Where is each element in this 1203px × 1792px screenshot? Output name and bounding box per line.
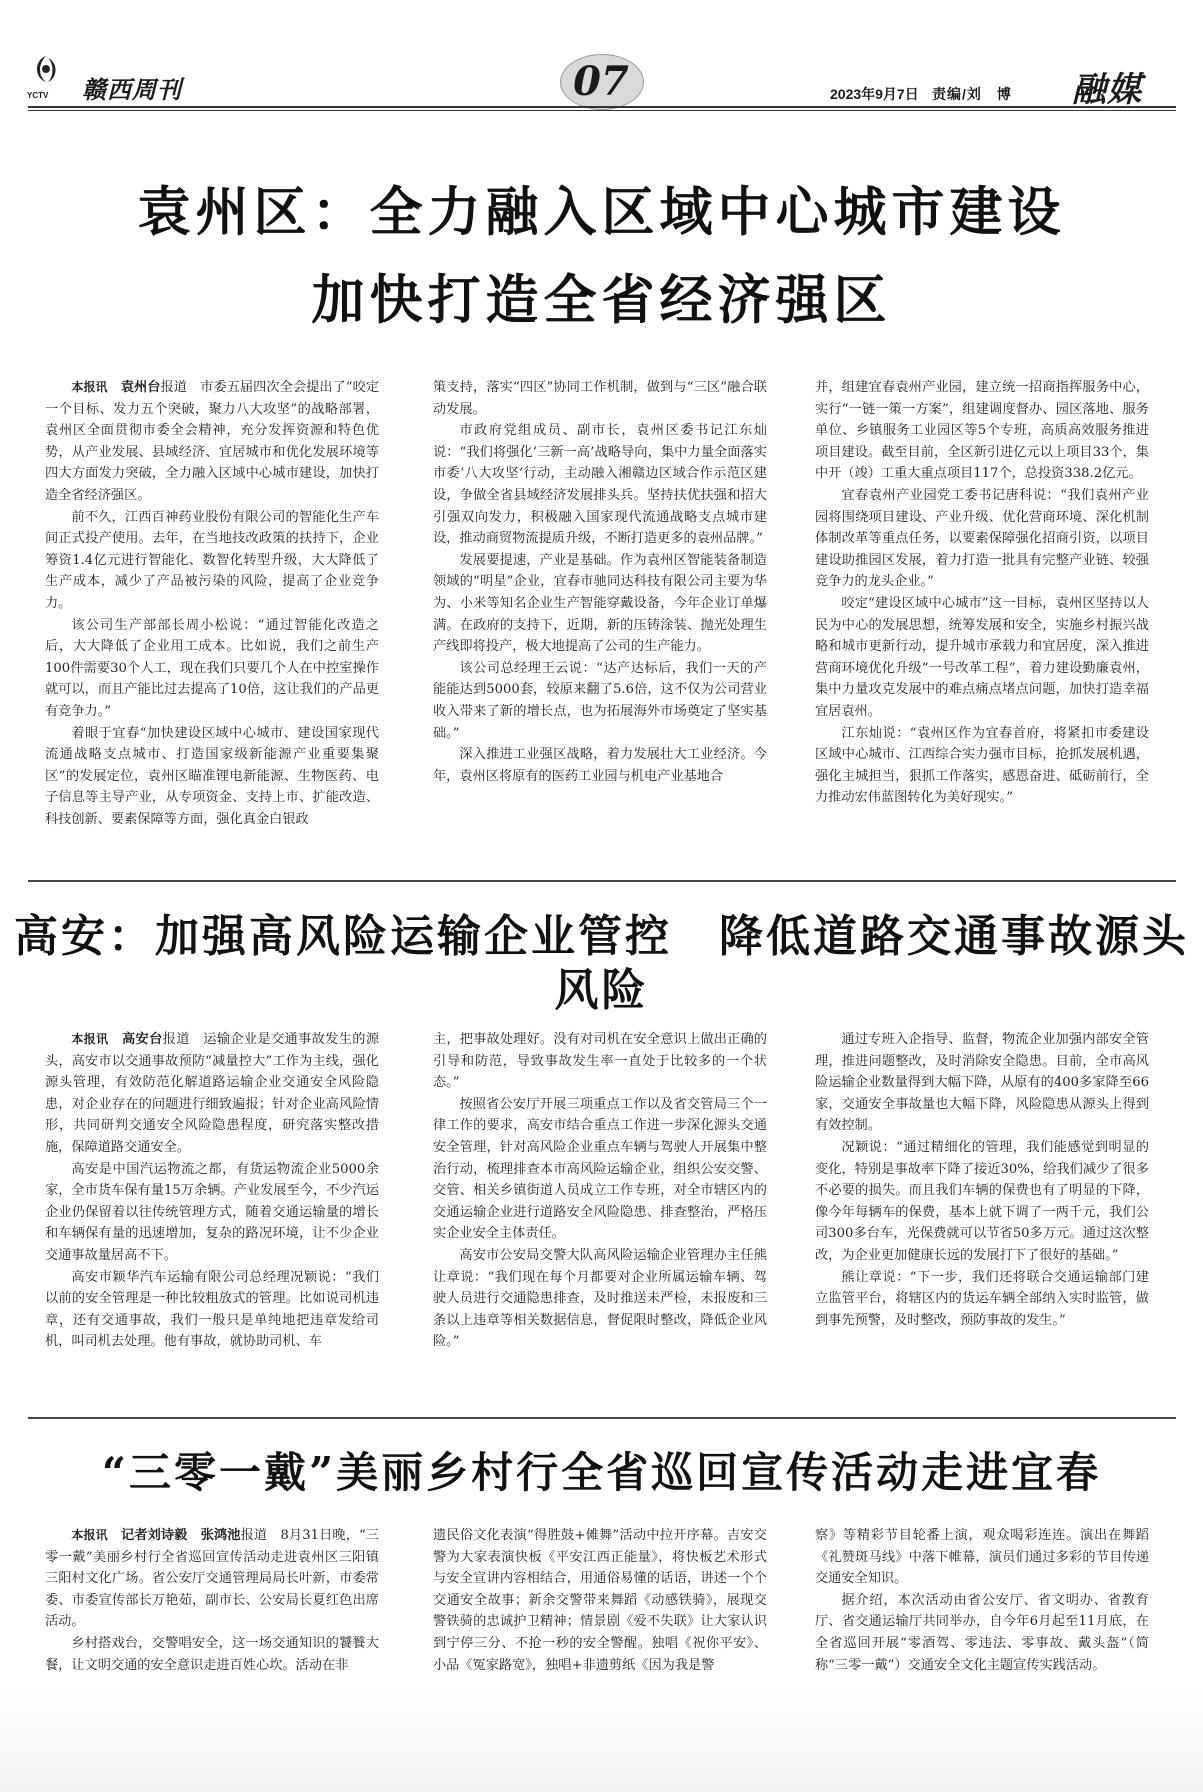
paragraph: 着眼于宜春“加快建设区域中心城市、建设国家现代流通战略支点城市、打造国家级新能源产业重要集聚区”的发展定位，袁州区瞄准锂电新能源、生物医药、电子信息等主导产业，从专项资金、支持上市、扩能改造、科技创新、要素保障等方面，强化真金白银政 [45,725,379,827]
paragraph: 并，组建宜春袁州产业园，建立统一招商指挥服务中心，实行“一链一策一方案”，组建调度督办、园区落地、服务单位、乡镇服务工业园区等5个专班，高质高效服务推进项目建设。截至目前，全区新引进亿元以上项目33个，集中开（竣）工重大重点项目117个，总投资338.2亿元。 [815,380,1149,482]
paragraph: 主，把事故处理好。没有对司机在安全意识上做出正确的引导和防范，导致事故发生率一直处于比较多的一个状态。” [433,1032,767,1091]
article2-headline: 高安：加强高风险运输企业管控 降低道路交通事故源头风险 [14,911,1189,1016]
paragraph: 报道 8月31日晚，“三零一戴”美丽乡村行全省巡回宣传活动走进袁州区三阳镇三阳村文化广场。省公安厅交通管理局局长叶新，市委常委、市委宣传部长万艳茹，副市长、公安局长夏红色出席活动。 [45,1528,379,1630]
paragraph: 乡村搭戏台，交警唱安全，这一场交通知识的饕餮大餐，让文明交通的安全意识走进百姓心坎。活动在非 [45,1635,379,1673]
paragraph: 遗民俗文化表演“得胜鼓+傩舞”活动中拉开序幕。吉安交警为大家表演快板《平安江西正能量》，将快板艺术形式与安全宣讲内容相结合，用通俗易懂的话语，讲述一个个交通安全故事；新余交警带来舞蹈《动感铁骑》，展现交警铁骑的忠诚护卫精神；情景剧《爱不失联》让大家认识到宁停三分、不抢一秒的安全警醒。独唱《祝你平安》、小品《冤家路宽》，独唱+非遗剪纸《因为我是警 [433,1528,767,1673]
publication-name: 赣西周刊 [82,75,182,104]
byline-source: 高安台 [122,1032,163,1047]
paragraph: 察》等精彩节目轮番上演，观众喝彩连连。演出在舞蹈《礼赞斑马线》中落下帷幕，演员们通过多彩的节目传递交通安全知识。 [815,1528,1149,1587]
station-logo-text: YCTV [27,91,49,100]
article3-column-3 [815,1525,1149,1685]
paragraph: 报道 市委五届四次全会提出了“咬定一个目标、发力五个突破，聚力八大攻坚”的战略部署，袁州区全面贯彻市委全会精神，充分发挥资源和特色优势，从产业发展、县域经济、宜居城市和优化发展环境等四大方面发力突破，全力融入区域中心城市建设，加快打造全省经济强区。 [45,380,379,503]
byline-tag: 本报讯 [71,1032,109,1046]
paragraph: 宜春袁州产业园党工委书记唐科说：“我们袁州产业园将围绕项目建设、产业升级、优化营商环境、深化机制体制改革等重点任务，以要素保障强化招商引资，以项目建设助推园区发展，着力打造一批具有完整产业链、较强竞争力的龙头企业。” [815,487,1149,590]
article3-headline: “三零一戴”美丽乡村行全省巡回宣传活动走进宜春 [101,1448,1102,1497]
article1-headline-line2: 加快打造全省经济强区 [311,270,892,331]
paragraph: 高安市颖华汽车运输有限公司总经理况颖说：“我们以前的安全管理是一种比较粗放式的管理。比如说司机违章，还有交通事故，我们一般只是单纯地把违章发给司机，叫司机去处理。他有事故，就协助司机、车 [45,1269,379,1350]
section-name: 融媒 [1072,70,1142,110]
paragraph: 据介绍，本次活动由省公安厅、省文明办、省教育厅、省交通运输厅共同举办，自今年6月起至11月底，在全省巡回开展“零酒驾、零违法、零事故、戴头盔”（简称“三零一戴”）交通安全文化主题宣传实践活动。 [815,1592,1149,1673]
byline-source: 袁州台 [120,380,161,395]
issue-date: 2023年9月7日 [830,86,919,102]
paragraph: 通过专班入企指导、监督，物流企业加强内部安全管理，推进问题整改，及时消除安全隐患。目前，全市高风险运输企业数量得到大幅下降，从原有的400多家降至66家，交通安全事故量也大幅下降，风险隐患从源头上得到有效控制。 [815,1032,1149,1134]
paragraph: 前不久，江西百神药业股份有限公司的智能化生产车间正式投产使用。去年，在当地技改政策的扶持下，企业筹资1.4亿元进行智能化、数智化转型升级，大大降低了生产成本，减少了产品被污染的风险，提高了企业竞争力。 [45,509,379,611]
article3-column-2 [433,1525,767,1685]
paragraph: 高安是中国汽运物流之都，有货运物流企业5000余家，全市货车保有量15万余辆。产业发展至今，不少汽运企业仍保留着以往传统管理方式，随着交通运输量的增长和车辆保有量的迅速增加，复杂的路况环境，让不少企业交通事故量居高不下。 [45,1161,379,1263]
paragraph: 江东灿说：“袁州区作为宜春首府，将紧扣市委建设区域中心城市、江西综合实力强市目标，抢抓发展机遇，强化主城担当，狠抓工作落实，感恩奋进、砥砺前行，全力推动宏伟蓝图转化为美好现实。” [815,725,1149,806]
article2-column-2 [433,1029,767,1404]
paragraph: 市政府党组成员、副市长，袁州区委书记江东灿说：“我们将强化‘三新一高’战略导向，集中力量全面落实市委‘八大攻坚’行动，主动融入湘赣边区域合作示范区建设，争做全省县域经济发展排头兵。坚持扶优扶强和招大引强双向发力，积极融入国家现代流通战略支点城市建设，推动商贸物流提质升级，不断打造更多的袁州品牌。” [433,423,767,547]
editor-credit: 责编/刘 博 [932,86,1012,102]
masthead-rule [28,106,1176,108]
paragraph: 咬定“建设区域中心城市”这一目标，袁州区坚持以人民为中心的发展思想，统筹发展和安全，实施乡村振兴战略和城市更新行动，提升城市承载力和宜居度，深入推进营商环境优化升级“一号改革工程”，着力建设勤廉袁州，集中力量攻克发展中的难点痛点堵点问题，加快打造幸福宜居袁州。 [815,595,1149,719]
page-bottom-shade [0,1690,1203,1792]
paragraph: 按照省公安厅开展三项重点工作以及省交管局三个一律工作的要求，高安市结合重点工作进一步深化源头交通安全管理，针对高风险企业重点车辆与驾驶人开展集中整治行动，梳理排查本市高风险运输企业，组织公安交警、交管、相关乡镇街道人员成立工作专班，对全市辖区内的交通运输企业进行道路安全风险隐患、排查整治，严格压实企业安全主体责任。 [433,1096,767,1242]
paragraph: 熊让章说：“下一步，我们还将联合交通运输部门建立监管平台，将辖区内的货运车辆全部纳入实时监管，做到事先预警，及时整改，预防事故的发生。” [815,1269,1149,1328]
byline-tag: 本报讯 [71,1528,108,1542]
paragraph: 该公司总经理王云说：“达产达标后，我们一天的产能能达到5000套，较原来翻了5.6倍，这不仅为公司营业收入带来了新的增长点，也为拓展海外市场奠定了坚实基础。” [433,660,767,741]
paragraph: 深入推进工业强区战略，着力发展壮大工业经济。今年，袁州区将原有的医药工业园与机电产业基地合 [433,747,767,784]
article2-column-1 [45,1029,379,1404]
paragraph: 高安市公安局交警大队高风险运输企业管理办主任熊让章说：“我们现在每个月都要对企业所属运输车辆、驾驶人员进行交通隐患排查，及时推送未严检，未报废和三条以上违章等相关数据信息，督促限时整改，降低企业风险。” [433,1247,767,1350]
masthead-rule [28,110,1176,111]
article1-headline-line1: 袁州区：全力融入区域中心城市建设 [137,182,1066,243]
article1-column-1 [45,377,379,869]
byline-source: 记者刘诗毅 张鸿池 [121,1528,241,1543]
article2-column-3 [815,1029,1149,1404]
paragraph: 该公司生产部部长周小松说：“通过智能化改造之后，大大降低了企业用工成本。比如说，我们之前生产100件需要30个人工，现在我们只要几个人在中控室操作就可以，而且产能比过去提高了10倍，这让我们的产品更有竞争力。” [45,617,379,719]
byline-tag: 本报讯 [71,380,108,394]
article1-column-2 [433,377,767,869]
article1-column-3 [815,377,1149,869]
paragraph: 策支持，落实“四区”协同工作机制，做到与“三区”融合联动发展。 [433,380,767,417]
article3-column-1 [45,1525,379,1685]
article-divider [28,1417,1176,1419]
paragraph: 况颖说：“通过精细化的管理，我们能感觉到明显的变化，特别是事故率下降了接近30%，给我们减少了很多不必要的损失。而且我们车辆的保费也有了明显的下降，像今年每辆车的保费，基本上就下调了一两千元，我们公司300多台车，光保费就可以节省50多万元。通过这次整改，为企业更加健康长远的发展打下了很好的基础。” [815,1139,1149,1263]
paragraph: 发展要提速，产业是基础。作为袁州区智能装备制造领域的“明星”企业，宜春市驰同达科技有限公司主要为华为、小米等知名企业生产智能穿戴设备，今年企业订单爆满。在政府的支持下，近期，新的压铸涂装、抛光处理生产线即将投产，极大地提高了公司的生产能力。 [433,552,767,655]
article-divider [28,880,1176,882]
paragraph: 报道 运输企业是交通事故发生的源头，高安市以交通事故预防“减量控大”工作为主线，强化源头管理，有效防范化解道路运输企业交通安全风险隐患，对企业存在的问题进行细致遍报；针对企业高风险情形，共同研判交通安全风险隐患程度，研究落实整改措施，保障道路交通安全。 [45,1032,379,1155]
page-number: 07 [573,58,629,105]
